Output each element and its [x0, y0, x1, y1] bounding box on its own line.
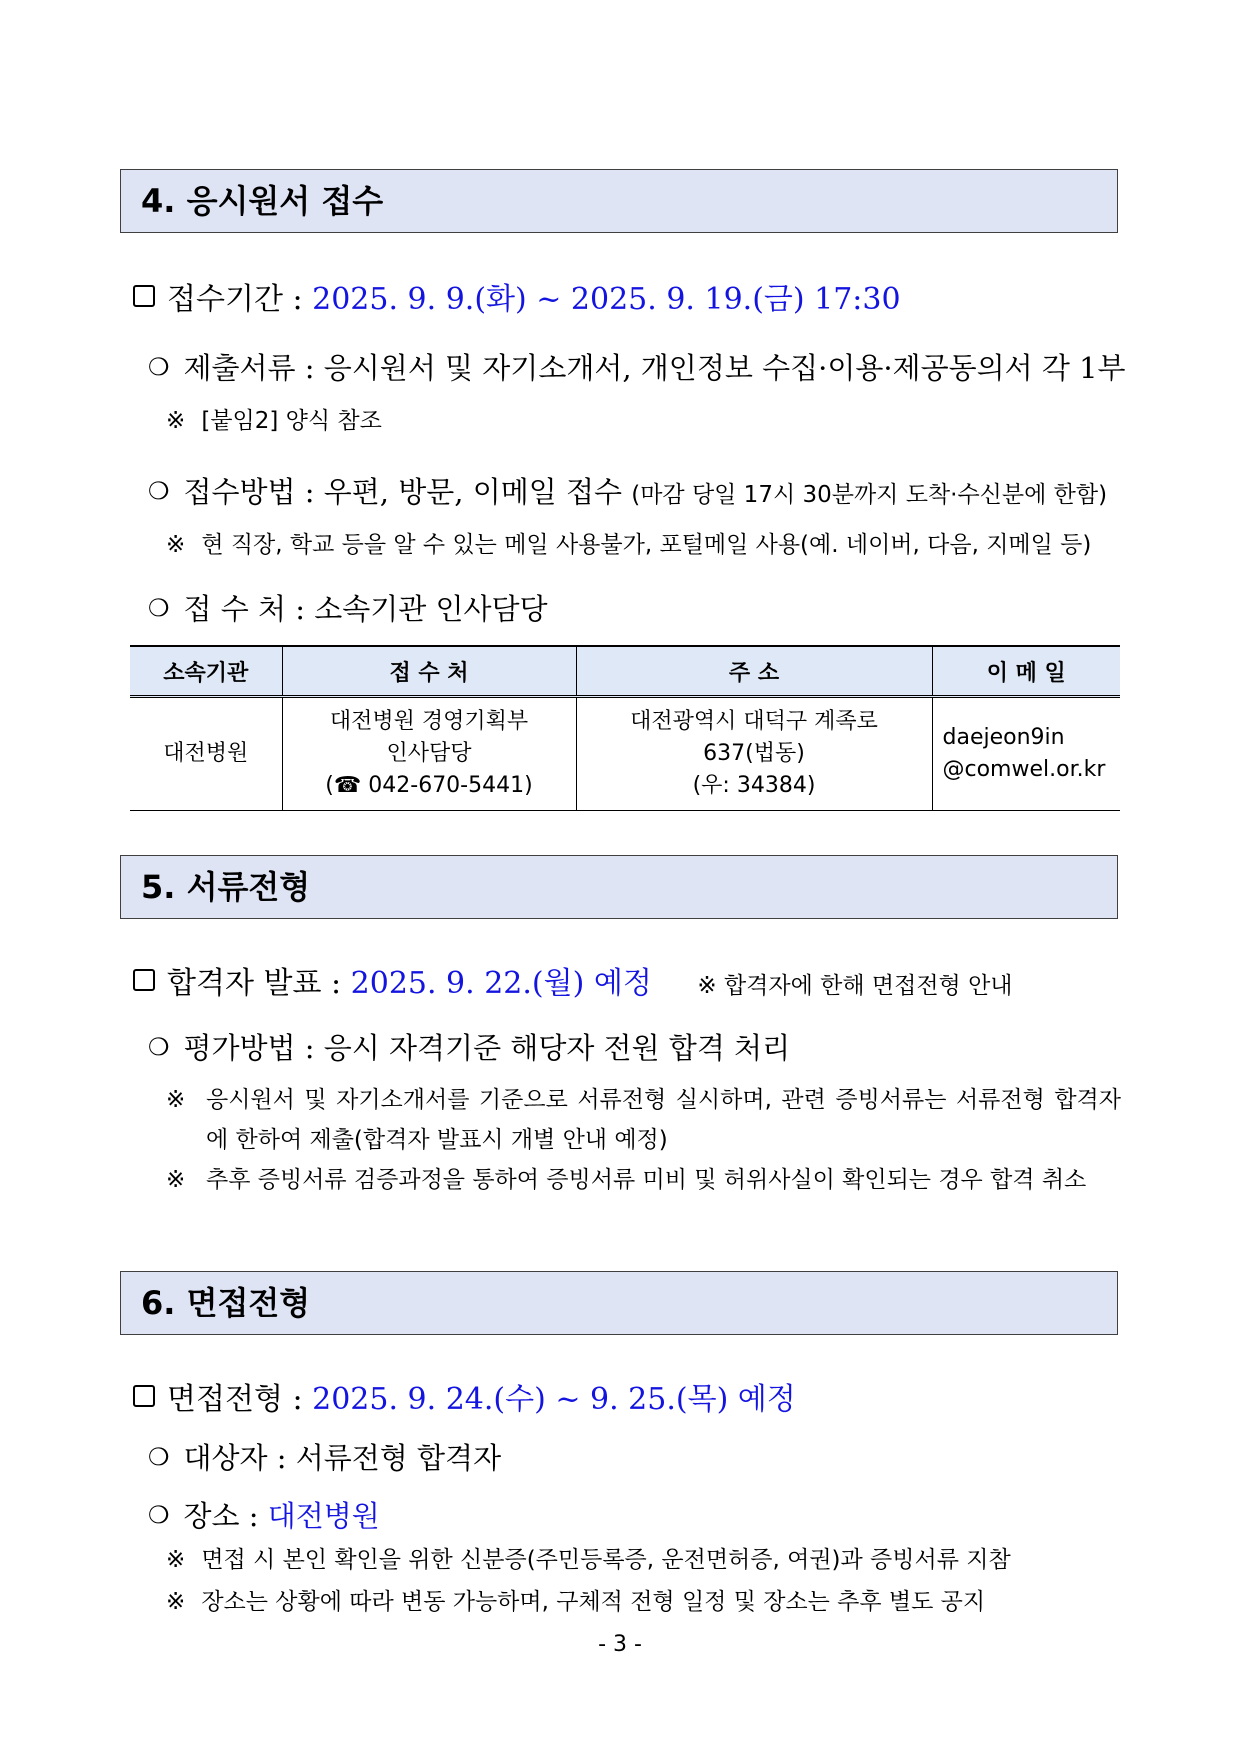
circle-bullet-icon: ❍	[148, 1443, 170, 1471]
interview-note-1	[166, 1541, 1011, 1574]
interview-label: 면접전형 :	[167, 1382, 303, 1417]
interview-note-2-text: 장소는 상황에 따라 변동 가능하며, 구체적 전형 일정 및 장소는 추후 별도 공지	[201, 1589, 986, 1615]
circle-bullet-icon: ❍	[148, 477, 170, 505]
docs-text: 제출서류 : 응시원서 및 자기소개서, 개인정보 수집·이용·제공동의서 각 1부	[183, 351, 1126, 385]
postal-code: (우: 34384)	[692, 773, 816, 798]
address-line: 637(법동)	[703, 741, 805, 766]
table-header-cell: 소속기관	[130, 646, 282, 697]
method-note	[166, 526, 1091, 559]
target-line	[148, 1436, 501, 1477]
announce-value: 2025. 9. 22.(월) 예정	[350, 966, 652, 1001]
docs-note	[166, 402, 382, 435]
period-line	[133, 274, 901, 318]
circle-bullet-icon: ❍	[148, 1501, 170, 1529]
email-line: @comwel.or.kr	[942, 757, 1106, 782]
section-4-header: 4. 응시원서 접수	[120, 169, 1118, 233]
method-note-text: 현 직장, 학교 등을 알 수 있는 메일 사용불가, 포털메일 사용(예. 네이버, 다음, 지메일 등)	[201, 532, 1092, 558]
method-small: (마감 당일 17시 30분까지 도착·수신분에 한함)	[631, 482, 1108, 508]
eval-note-2	[166, 1160, 1121, 1200]
table-header-cell: 이 메 일	[932, 646, 1120, 697]
receiver-phone: (☎ 042-670-5441)	[325, 773, 533, 798]
reference-mark-icon: ※	[166, 1589, 186, 1615]
reference-mark-icon: ※	[166, 1167, 186, 1193]
email-line: daejeon9in	[942, 725, 1065, 750]
address-cell	[576, 697, 932, 811]
place-line	[148, 587, 548, 628]
eval-text: 평가방법 : 응시 자격기준 해당자 전원 합격 처리	[183, 1031, 791, 1065]
method-text: 접수방법 : 우편, 방문, 이메일 접수	[183, 475, 622, 509]
reception-table	[130, 645, 1120, 811]
docs-note-text: [붙임2] 양식 참조	[201, 408, 382, 434]
eval-note-2-text: 추후 증빙서류 검증과정을 통하여 증빙서류 미비 및 허위사실이 확인되는 경우 합격 취소	[206, 1167, 1087, 1193]
place-label: 장소 :	[183, 1499, 259, 1533]
eval-note-1	[166, 1080, 1121, 1160]
eval-note-1-text: 응시원서 및 자기소개서를 기준으로 서류전형 실시하며, 관련 증빙서류는 서류전형 합격자에 한하여 제출(합격자 발표시 개별 안내 예정)	[206, 1087, 1121, 1153]
reference-mark-icon: ※	[166, 1547, 186, 1573]
docs-line	[148, 346, 1126, 387]
interview-value: 2025. 9. 24.(수) ~ 9. 25.(목) 예정	[312, 1382, 796, 1417]
address-line: 대전광역시 대덕구 계족로	[630, 709, 878, 734]
table-header-cell: 주 소	[576, 646, 932, 697]
table-header-cell: 접 수 처	[282, 646, 576, 697]
page-number: - 3 -	[598, 1632, 642, 1657]
receiver-line: 대전병원 경영기획부	[329, 709, 529, 734]
reference-mark-icon: ※	[166, 532, 186, 558]
target-text: 대상자 : 서류전형 합격자	[183, 1441, 502, 1475]
table-header-row	[130, 646, 1120, 697]
eval-line	[148, 1026, 790, 1067]
email-cell	[932, 697, 1120, 811]
checkbox-square-icon	[133, 285, 155, 307]
checkbox-square-icon	[133, 1385, 155, 1407]
place-text: 접 수 처 : 소속기관 인사담당	[183, 592, 548, 626]
checkbox-square-icon	[133, 969, 155, 991]
table-row	[130, 697, 1120, 811]
place-line-6	[148, 1494, 380, 1535]
place-value: 대전병원	[267, 1499, 380, 1533]
reference-mark-icon: ※	[166, 1087, 186, 1113]
reference-mark-icon: ※	[166, 408, 186, 434]
announce-label: 합격자 발표 :	[167, 966, 342, 1001]
period-value: 2025. 9. 9.(화) ~ 2025. 9. 19.(금) 17:30	[312, 282, 901, 317]
receiver-cell	[282, 697, 576, 811]
section-5-header: 5. 서류전형	[120, 855, 1118, 919]
circle-bullet-icon: ❍	[148, 353, 170, 381]
org-cell: 대전병원	[130, 697, 282, 811]
announce-note: ※ 합격자에 한해 면접전형 안내	[697, 973, 1013, 999]
receiver-line: 인사담당	[386, 741, 472, 766]
period-label: 접수기간 :	[167, 282, 303, 317]
interview-note-1-text: 면접 시 본인 확인을 위한 신분증(주민등록증, 운전면허증, 여권)과 증빙서류 지참	[201, 1547, 1011, 1573]
interview-line	[133, 1374, 796, 1418]
method-line	[148, 470, 1107, 511]
interview-note-2	[166, 1583, 985, 1616]
announce-line	[133, 958, 1013, 1002]
circle-bullet-icon: ❍	[148, 1033, 170, 1061]
circle-bullet-icon: ❍	[148, 594, 170, 622]
section-6-header: 6. 면접전형	[120, 1271, 1118, 1335]
